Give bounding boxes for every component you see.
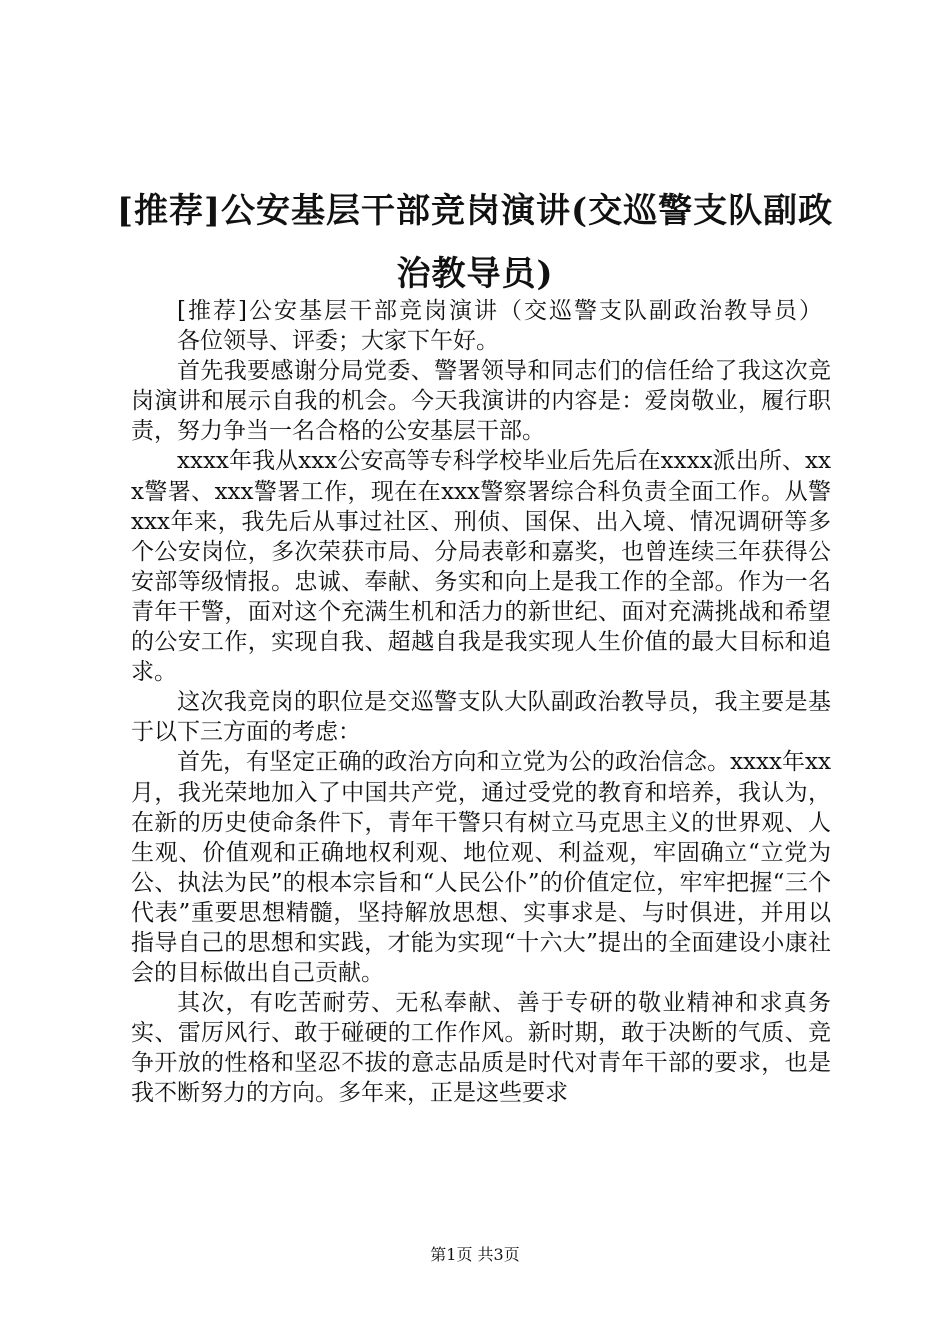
paragraph-background: xxxx年我从xxx公安高等专科学校毕业后先后在xxxx派出所、xxx警署、xxx警署工作，现在在xxx警察署综合科负责全面工作。从警xxx年来，我先后从事过社区、刑侦、国保、出入境、情况调研等多个公安岗位，多次荣获市局、分局表彰和嘉奖，也曾连续三年获得公安部等级情报。忠诚、奉献、务实和向上是我工作的全部。作为一名青年干警，面对这个充满生机和活力的新世纪、面对充满挑战和希望的公安工作，实现自我、超越自我是我实现人生价值的最大目标和追求。: [131, 448, 831, 686]
paragraph-heading-repeat: [推荐]公安基层干部竞岗演讲（交巡警支队副政治教导员）: [177, 298, 824, 324]
document-title: [推荐]公安基层干部竞岗演讲(交巡警支队副政治教导员): [116, 191, 834, 294]
paragraph-position: 这次我竞岗的职位是交巡警支队大队副政治教导员，我主要是基于以下三方面的考虑：: [131, 689, 831, 746]
page-footer: 第1页 共3页: [430, 1245, 520, 1264]
paragraph-greeting: 各位领导、评委；大家下午好。: [177, 328, 499, 355]
paragraph-first-reason: 首先，有坚定正确的政治方向和立党为公的政治信念。xxxx年xx月，我光荣地加入了中国共产党，通过受党的教育和培养，我认为，在新的历史使命条件下，青年干警只有树立马克思主义的世界观、人生观、价值观和正确地权利观、地位观、利益观，牢固确立“立党为公、执法为民”的根本宗旨和“人民公仆”的价值定位，牢牢把握“三个代表”重要思想精髓，坚持解放思想、实事求是、与时俱进，并用以指导自己的思想和实践，才能为实现“十六大”提出的全面建设小康社会的目标做出自己贡献。: [131, 749, 831, 987]
document-body: [131, 296, 831, 1109]
paragraph-thanks: 首先我要感谢分局党委、警署领导和同志们的信任给了我这次竞岗演讲和展示自我的机会。今天我演讲的内容是：爱岗敬业，履行职责，努力争当一名合格的公安基层干部。: [131, 358, 831, 445]
paragraph-second-reason: 其次，有吃苦耐劳、无私奉献、善于专研的敬业精神和求真务实、雷厉风行、敢于碰硬的工作作风。新时期，敢于决断的气质、竞争开放的性格和坚忍不拔的意志品质是时代对青年干部的要求，也是我不断努力的方向。多年来，正是这些要求: [131, 990, 831, 1107]
